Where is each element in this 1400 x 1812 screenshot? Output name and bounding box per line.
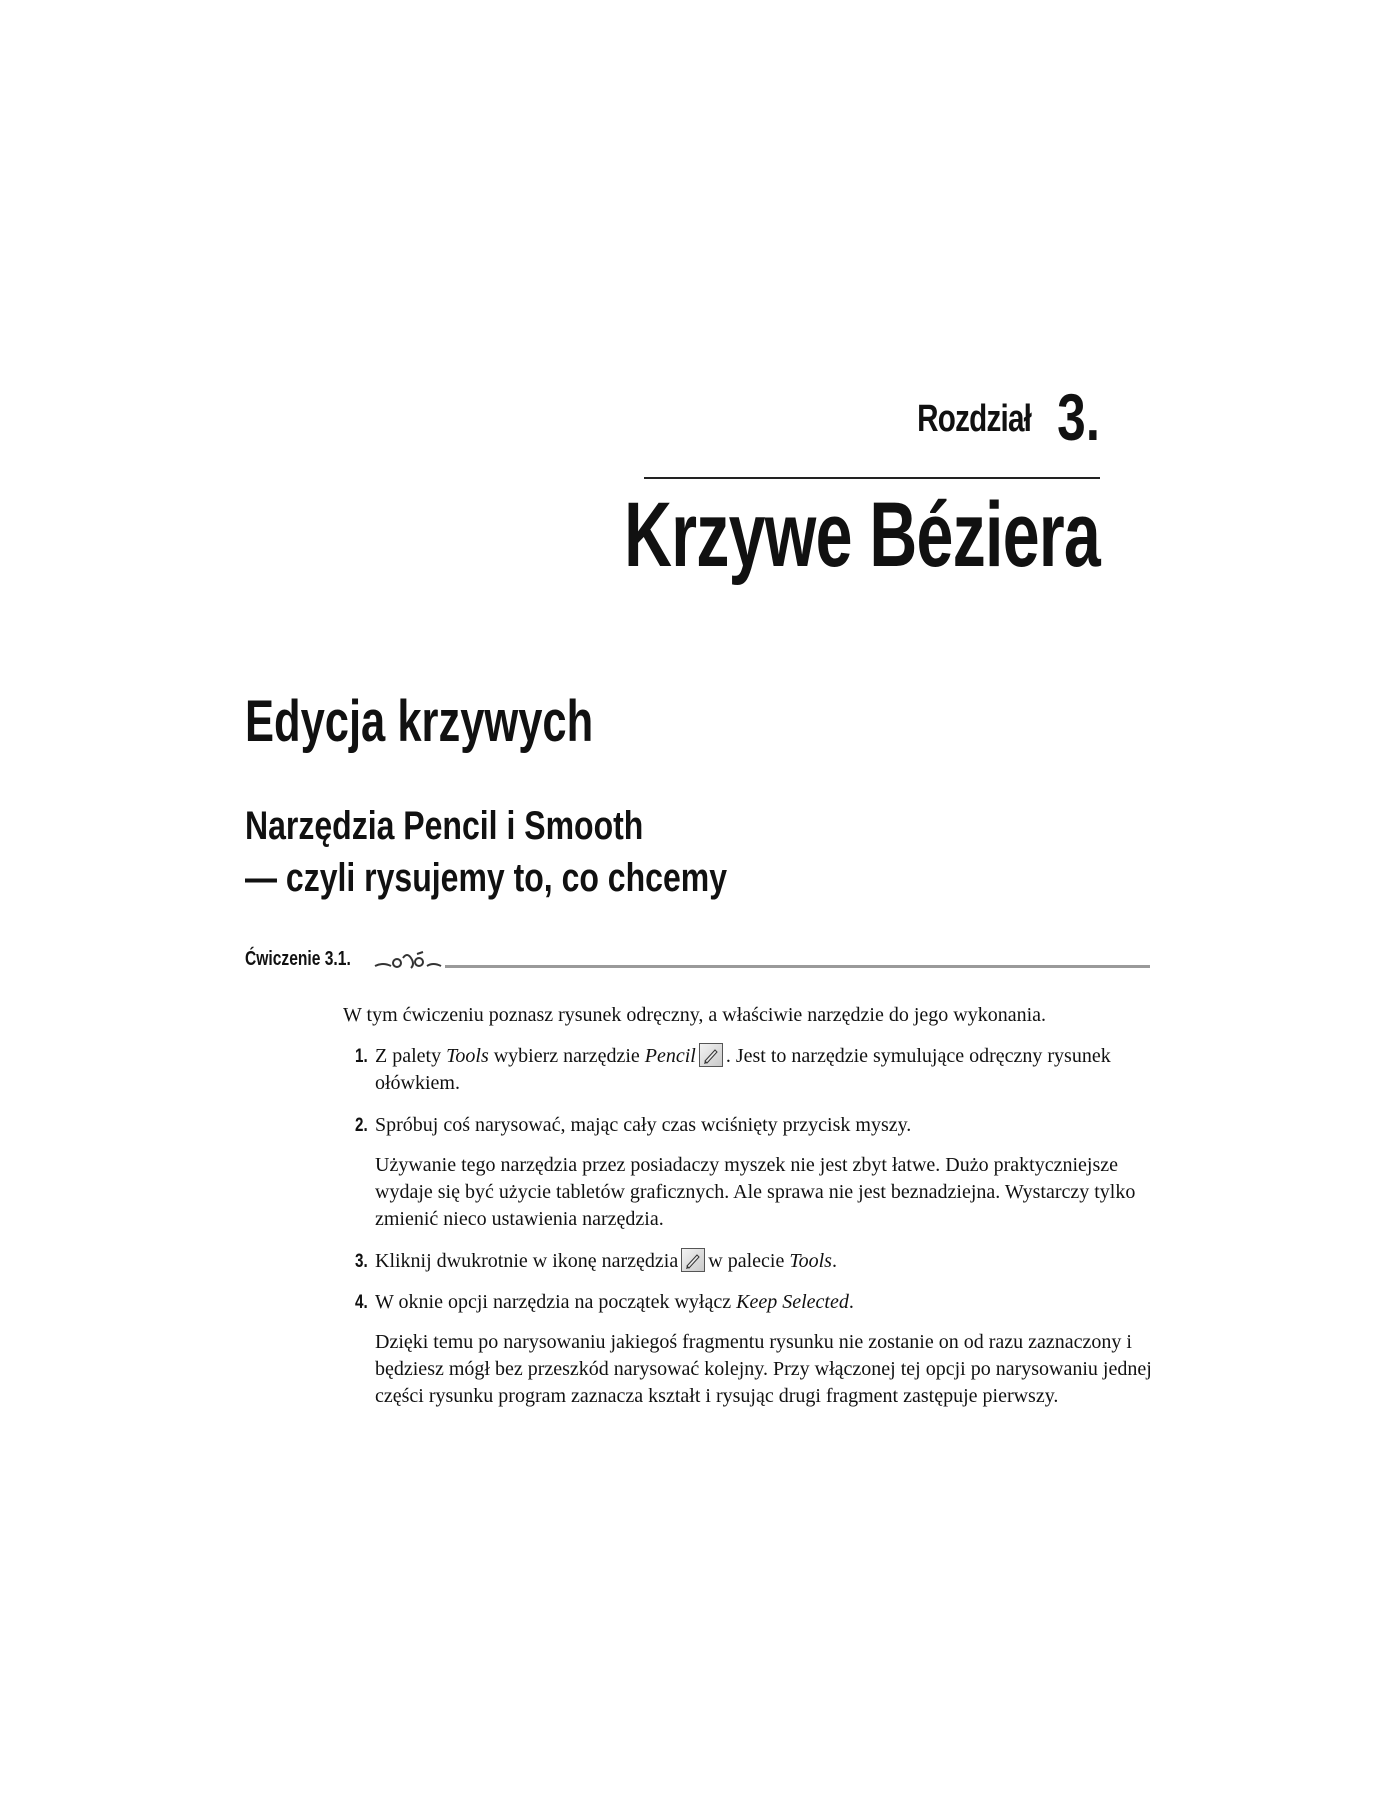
step-text: W oknie opcji narzędzia na początek wyłącz	[375, 1291, 737, 1313]
step-text: w palecie	[708, 1250, 790, 1272]
decorative-ornament-icon	[373, 948, 443, 974]
step-4	[355, 1289, 1155, 1316]
step-text: wybierz narzędzie	[488, 1045, 645, 1067]
step-number: 3.	[355, 1251, 368, 1272]
exercise-divider	[445, 965, 1150, 968]
subsection-title-line1: Narzędzia Pencil i Smooth	[245, 804, 644, 848]
chapter-label: Rozdział	[916, 398, 1031, 440]
subsection-title	[245, 800, 727, 904]
chapter-label-line	[885, 380, 1100, 454]
step-1	[355, 1043, 1155, 1097]
step-emphasis-palette: Tools	[789, 1250, 832, 1272]
step-text: . Jest to narzędzie symulujące odręczny rysunek ołówkiem.	[375, 1045, 1111, 1094]
step-number: 2.	[355, 1115, 368, 1136]
chapter-divider	[644, 477, 1100, 479]
pencil-tool-icon	[699, 1043, 723, 1067]
subsection-title-line2: — czyli rysujemy to, co chcemy	[245, 856, 727, 900]
step-text: Z palety	[375, 1045, 447, 1067]
step-body	[375, 1043, 1155, 1097]
chapter-title: Krzywe Béziera	[624, 484, 1100, 586]
step-3	[355, 1248, 1155, 1275]
step-emphasis-palette: Tools	[446, 1045, 489, 1067]
exercise-label: Ćwiczenie 3.1.	[245, 948, 351, 970]
step-text: .	[831, 1250, 837, 1272]
step-emphasis-tool: Pencil	[644, 1045, 696, 1067]
exercise-intro: W tym ćwiczeniu poznasz rysunek odręczny, a właściwie narzędzie do jego wykonania.	[343, 1004, 1047, 1026]
chapter-number: 3.	[1057, 380, 1100, 454]
step-text: .	[848, 1291, 854, 1313]
step-number: 4.	[355, 1292, 368, 1313]
exercise-header	[245, 948, 1150, 978]
section-title: Edycja krzywych	[245, 689, 594, 754]
note-2: Dzięki temu po narysowaniu jakiegoś fragmentu rysunku nie zostanie on od razu zaznaczony i będziesz mógł bez przeszkód narysować kolejny. Przy włączonej tej opcji po narysowaniu jednej części rysunku program zaznacza kształt i rysując drugi fragment zastępuje pierwszy.	[375, 1331, 1152, 1407]
pencil-tool-icon	[681, 1248, 705, 1272]
step-body	[375, 1248, 1155, 1275]
step-body	[375, 1289, 1155, 1316]
step-text: Spróbuj coś narysować, mając cały czas wciśnięty przycisk myszy.	[375, 1114, 912, 1136]
step-text: Kliknij dwukrotnie w ikonę narzędzia	[375, 1250, 679, 1272]
note-1: Używanie tego narzędzia przez posiadaczy myszek nie jest zbyt łatwe. Dużo praktyczniejsze wydaje się być użycie tabletów graficznych. Ale sprawa nie jest beznadziejna. Wystarczy tylko zmienić nieco ustawienia narzędzia.	[375, 1154, 1136, 1230]
step-number: 1.	[355, 1046, 368, 1067]
step-2	[355, 1112, 1155, 1139]
step-emphasis-option: Keep Selected	[736, 1291, 849, 1313]
